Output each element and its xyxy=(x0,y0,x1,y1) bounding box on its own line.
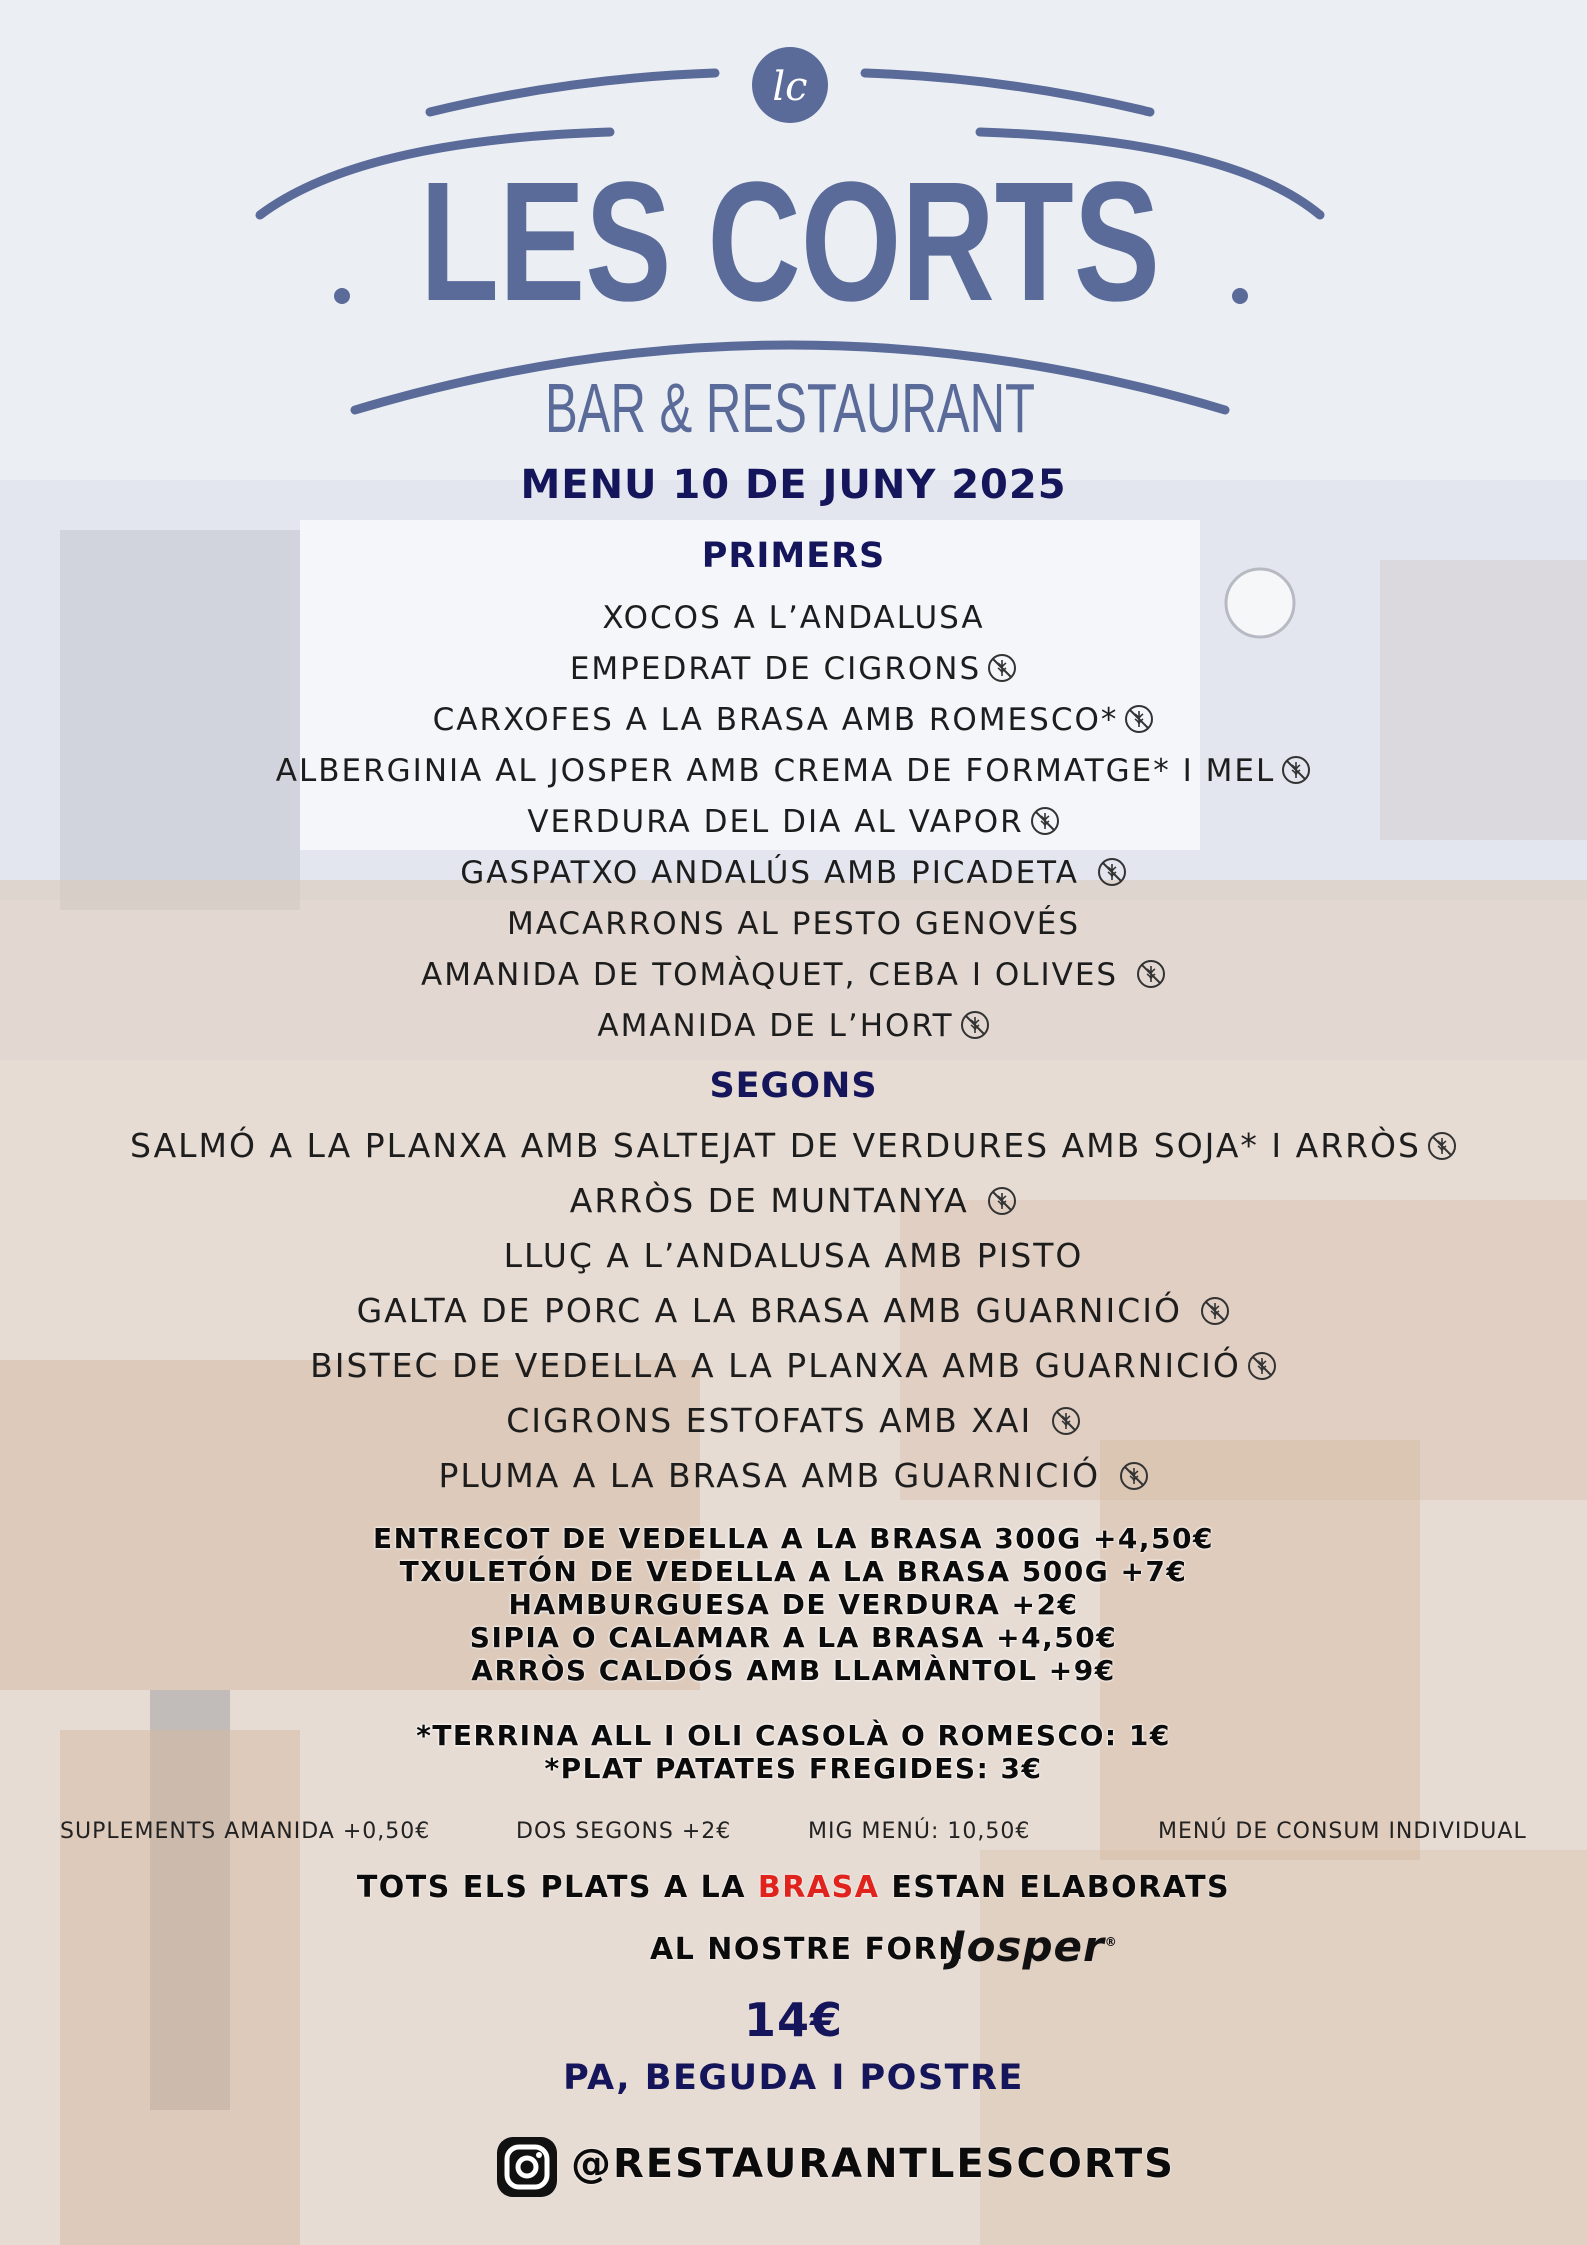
side-item: *TERRINA ALL I OLI CASOLÀ O ROMESCO: 1€ xyxy=(416,1719,1171,1752)
instagram-handle[interactable]: @RESTAURANTLESCORTS xyxy=(571,2141,1175,2187)
extras-list xyxy=(0,1522,1587,1687)
primers-list xyxy=(0,598,1587,1057)
restaurant-logo xyxy=(240,40,1350,450)
brasa-note-after: ESTAN ELABORATS xyxy=(879,1870,1231,1905)
dish-item xyxy=(0,904,1587,955)
dish-name: GASPATXO ANDALÚS AMB PICADETA xyxy=(460,855,1079,891)
dish-item xyxy=(0,1399,1587,1454)
menu-price: 14€ xyxy=(743,1993,844,2047)
dish-name: MACARRONS AL PESTO GENOVÉS xyxy=(506,906,1081,942)
gluten-free-icon xyxy=(1200,1296,1230,1326)
logo-name: LES CORTS xyxy=(420,147,1160,337)
dish-name: ALBERGINIA AL JOSPER AMB CREMA DE FORMATGE* I MEL xyxy=(275,753,1276,789)
dish-name: ARRÒS DE MUNTANYA xyxy=(569,1181,969,1220)
dish-item xyxy=(0,1454,1587,1509)
gluten-free-icon xyxy=(1136,959,1166,989)
dish-item xyxy=(0,700,1587,751)
menu-includes: PA, BEGUDA I POSTRE xyxy=(563,2058,1024,2098)
dish-name: AMANIDA DE L’HORT xyxy=(597,1008,954,1044)
dish-name: LLUÇ A L’ANDALUSA AMB PISTO xyxy=(503,1236,1084,1275)
supplement-item: MIG MENÚ: 10,50€ xyxy=(808,1819,1031,1844)
dish-item xyxy=(0,751,1587,802)
instagram-handle-row xyxy=(495,2135,1195,2201)
brasa-highlight: BRASA xyxy=(757,1870,880,1905)
dish-item xyxy=(0,1124,1587,1179)
dish-name: GALTA DE PORC A LA BRASA AMB GUARNICIÓ xyxy=(356,1291,1182,1330)
supplements-row xyxy=(0,1819,1587,1851)
dish-name: SALMÓ A LA PLANXA AMB SALTEJAT DE VERDURES AMB SOJA* I ARRÒS xyxy=(130,1126,1421,1165)
gluten-free-icon xyxy=(987,1186,1017,1216)
josper-logo: Josper® xyxy=(950,1922,1118,1971)
gluten-free-icon xyxy=(1119,1461,1149,1491)
dish-item xyxy=(0,1234,1587,1289)
sides-list xyxy=(0,1719,1587,1785)
extra-item: HAMBURGUESA DE VERDURA +2€ xyxy=(508,1588,1079,1621)
dish-item xyxy=(0,598,1587,649)
menu-title: MENU 10 DE JUNY 2025 xyxy=(520,462,1067,508)
brasa-note xyxy=(0,1870,1587,1905)
side-item: *PLAT PATATES FREGIDES: 3€ xyxy=(544,1752,1043,1785)
gluten-free-icon xyxy=(1097,857,1127,887)
section-title-segons: SEGONS xyxy=(709,1066,878,1106)
dish-item xyxy=(0,802,1587,853)
instagram-icon xyxy=(495,2135,559,2199)
dish-item xyxy=(0,955,1587,1006)
dish-name: PLUMA A LA BRASA AMB GUARNICIÓ xyxy=(438,1456,1101,1495)
supplement-item: DOS SEGONS +2€ xyxy=(516,1819,732,1844)
gluten-free-icon xyxy=(1051,1406,1081,1436)
dish-name: CIGRONS ESTOFATS AMB XAI xyxy=(506,1401,1033,1440)
dish-name: AMANIDA DE TOMÀQUET, CEBA I OLIVES xyxy=(421,957,1119,993)
gluten-free-icon xyxy=(987,653,1017,683)
gluten-free-icon xyxy=(1427,1131,1457,1161)
dish-name: CARXOFES A LA BRASA AMB ROMESCO* xyxy=(432,702,1119,738)
supplement-item: MENÚ DE CONSUM INDIVIDUAL xyxy=(1158,1819,1527,1844)
extra-item: SIPIA O CALAMAR A LA BRASA +4,50€ xyxy=(469,1621,1118,1654)
supplement-item: SUPLEMENTS AMANIDA +0,50€ xyxy=(60,1819,431,1844)
dish-item xyxy=(0,649,1587,700)
gluten-free-icon xyxy=(1030,806,1060,836)
gluten-free-icon xyxy=(1281,755,1311,785)
extra-item: TXULETÓN DE VEDELLA A LA BRASA 500G +7€ xyxy=(399,1555,1188,1588)
dish-name: BISTEC DE VEDELLA A LA PLANXA AMB GUARNICIÓ xyxy=(310,1346,1241,1385)
dish-item xyxy=(0,1006,1587,1057)
dish-item xyxy=(0,1344,1587,1399)
logo-subtitle: BAR & RESTAURANT xyxy=(545,369,1035,447)
dish-name: VERDURA DEL DIA AL VAPOR xyxy=(527,804,1024,840)
dish-item xyxy=(0,853,1587,904)
dish-item xyxy=(0,1289,1587,1344)
dish-name: XOCOS A L’ANDALUSA xyxy=(602,600,985,636)
section-title-primers: PRIMERS xyxy=(701,536,886,576)
brasa-note-before: TOTS ELS PLATS A LA xyxy=(356,1870,758,1905)
segons-list xyxy=(0,1124,1587,1509)
gluten-free-icon xyxy=(1124,704,1154,734)
dish-name: EMPEDRAT DE CIGRONS xyxy=(569,651,982,687)
gluten-free-icon xyxy=(1247,1351,1277,1381)
extra-item: ARRÒS CALDÓS AMB LLAMÀNTOL +9€ xyxy=(471,1654,1116,1687)
brasa-note-line2: AL NOSTRE FORN xyxy=(650,1932,965,1967)
dish-item xyxy=(0,1179,1587,1234)
gluten-free-icon xyxy=(960,1010,990,1040)
extra-item: ENTRECOT DE VEDELLA A LA BRASA 300G +4,50€ xyxy=(373,1522,1214,1555)
logo-initials: lc xyxy=(772,64,808,110)
josper-brand: Josper xyxy=(950,1922,1105,1971)
